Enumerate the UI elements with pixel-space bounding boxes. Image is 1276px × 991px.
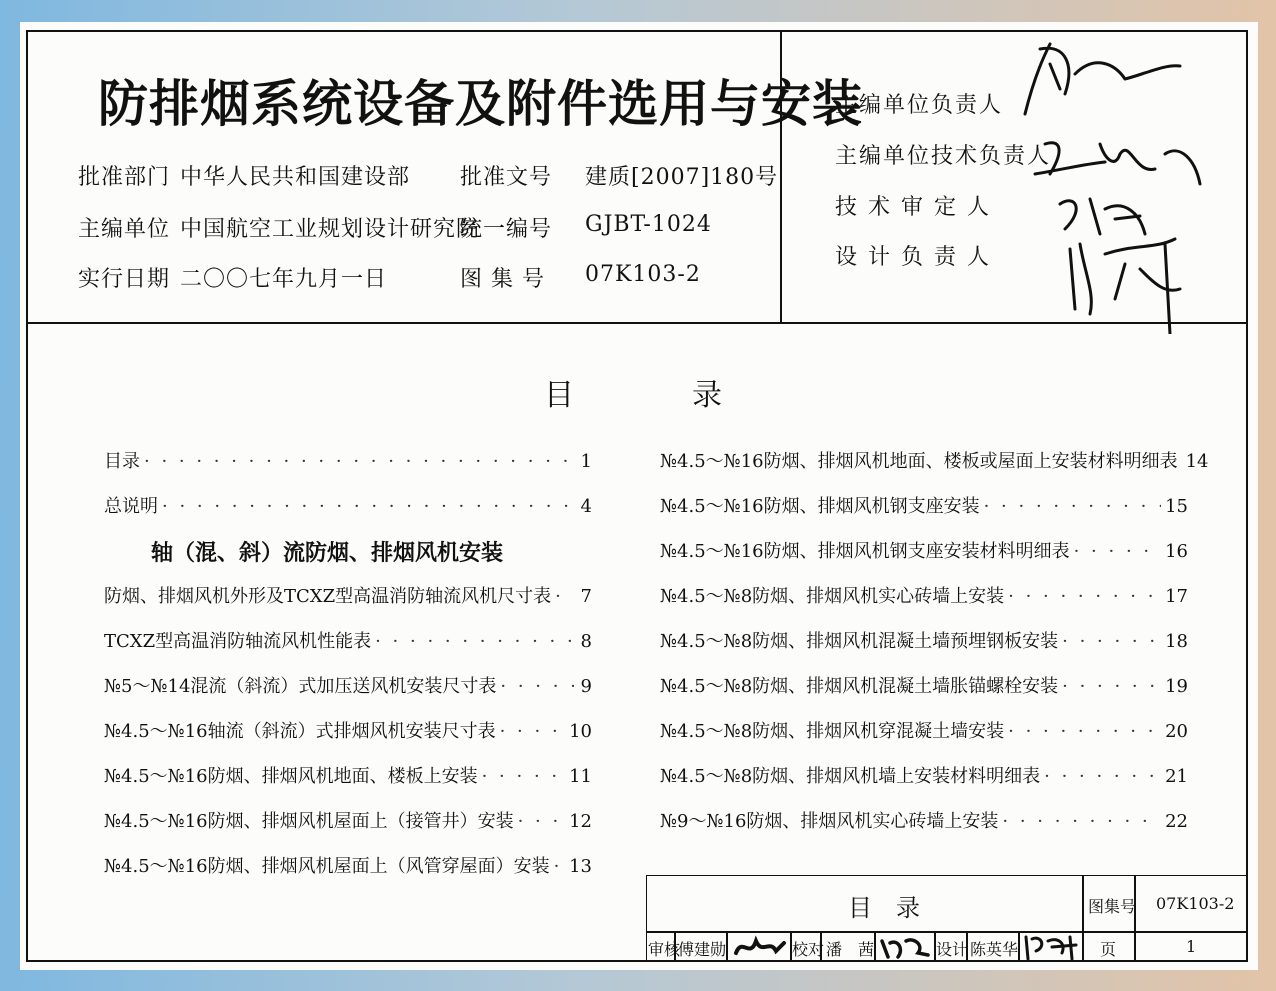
toc-entry <box>660 492 1188 518</box>
toc-entry <box>660 582 1188 608</box>
toc-entry-page: 12 <box>569 811 592 832</box>
toc-entry-title: 目录 <box>104 451 140 472</box>
toc-entry-title: TCXZ型高温消防轴流风机性能表 <box>104 631 372 652</box>
toc-entry-title: №4.5～№16防烟、排烟风机屋面上（接管井）安装 <box>104 811 514 832</box>
responsible-label: 主编单位负责人 <box>835 93 1004 118</box>
review-signature <box>732 933 788 961</box>
toc-entry-page: 11 <box>569 766 592 787</box>
toc-entry-title: 总说明 <box>104 496 158 517</box>
toc-leader-dots <box>482 766 565 787</box>
unified-no-value: GJBT-1024 <box>585 212 712 237</box>
toc-entry <box>104 582 592 608</box>
toc-entry-page: 13 <box>569 856 592 877</box>
title-block-divider <box>1082 875 1084 962</box>
toc-entry <box>660 537 1188 563</box>
title-block-divider <box>874 931 876 962</box>
toc-heading-right: 录 <box>692 378 722 413</box>
title-block-divider <box>726 931 728 962</box>
toc-entry-page: 4 <box>580 496 592 517</box>
atlas-no-label: 图 集 号 <box>460 267 545 292</box>
toc-entry <box>660 627 1188 653</box>
toc-entry-title: №9～№16防烟、排烟风机实心砖墙上安装 <box>660 811 999 832</box>
toc-leader-dots <box>1074 541 1161 562</box>
atlas-no-value: 07K103-2 <box>585 262 701 287</box>
toc-heading-left: 目 <box>544 378 574 413</box>
toc-entry-title: №4.5～№16防烟、排烟风机钢支座安装材料明细表 <box>660 541 1070 562</box>
toc-entry-page: 22 <box>1165 811 1188 832</box>
check-signature <box>878 933 932 961</box>
toc-entry-title: №5～№14混流（斜流）式加压送风机安装尺寸表 <box>104 676 497 697</box>
toc-entry-title: №4.5～№16防烟、排烟风机钢支座安装 <box>660 496 980 517</box>
unified-no-label: 统一编号 <box>460 217 553 242</box>
title-block-name: 目 录 <box>848 894 920 922</box>
atlas-value: 07K103-2 <box>1156 894 1235 913</box>
responsible-label: 技 术 审 定 人 <box>835 195 991 220</box>
toc-leader-dots <box>1008 586 1161 607</box>
editor-unit-label: 主编单位 <box>78 217 171 242</box>
toc-entry <box>104 717 592 743</box>
atlas-label: 图集号 <box>1088 897 1137 916</box>
handwritten-signatures <box>1005 34 1205 334</box>
toc-entry <box>104 672 592 698</box>
toc-leader-dots <box>500 721 565 742</box>
toc-leader-dots <box>1062 676 1161 697</box>
toc-entry <box>104 492 592 518</box>
toc-entry-page: 15 <box>1165 496 1188 517</box>
responsible-label: 主编单位技术负责人 <box>835 144 1052 169</box>
effective-date-value: 二〇〇七年九月一日 <box>180 267 388 292</box>
toc-entry-page: 17 <box>1165 586 1188 607</box>
approval-dept-label: 批准部门 <box>78 165 171 190</box>
toc-entry-title: 防烟、排烟风机外形及TCXZ型高温消防轴流风机尺寸表 <box>104 586 552 607</box>
toc-entry <box>104 627 592 653</box>
toc-leader-dots <box>1044 766 1161 787</box>
toc-entry-page: 16 <box>1165 541 1188 562</box>
toc-entry <box>660 447 1209 473</box>
review-label: 审核 <box>648 940 681 959</box>
toc-entry-page: 10 <box>569 721 592 742</box>
toc-entry-page: 7 <box>580 586 592 607</box>
page-label: 页 <box>1100 940 1117 959</box>
toc-entry-title: №4.5～№16防烟、排烟风机屋面上（风管穿屋面）安装 <box>104 856 550 877</box>
review-name: 傅建勋 <box>678 940 727 959</box>
toc-entry-page: 20 <box>1165 721 1188 742</box>
toc-leader-dots <box>162 496 574 517</box>
toc-entry-title: №4.5～№16防烟、排烟风机地面、楼板上安装 <box>104 766 478 787</box>
toc-entry <box>104 447 592 473</box>
effective-date-label: 实行日期 <box>78 267 171 292</box>
toc-entry <box>104 852 592 878</box>
toc-entry-title: №4.5～№8防烟、排烟风机穿混凝土墙安装 <box>660 721 1005 742</box>
toc-leader-dots <box>144 451 574 472</box>
page-value: 1 <box>1186 937 1197 956</box>
check-label: 校对 <box>792 940 825 959</box>
toc-entry-title: №4.5～№8防烟、排烟风机混凝土墙预埋钢板安装 <box>660 631 1059 652</box>
toc-entry <box>660 807 1188 833</box>
toc-leader-dots <box>1002 811 1161 832</box>
toc-leader-dots <box>500 676 574 697</box>
toc-entry-page: 8 <box>580 631 592 652</box>
toc-section-title: 轴（混、斜）流防烟、排烟风机安装 <box>151 541 504 566</box>
toc-entry <box>104 807 592 833</box>
toc-entry-page: 1 <box>580 451 592 472</box>
editor-unit-value: 中国航空工业规划设计研究院 <box>180 217 480 242</box>
toc-leader-dots <box>1062 631 1161 652</box>
toc-leader-dots <box>984 496 1161 517</box>
approval-doc-value: 建质[2007]180号 <box>585 165 779 190</box>
toc-entry-title: №4.5～№8防烟、排烟风机混凝土墙胀锚螺栓安装 <box>660 676 1059 697</box>
toc-entry-page: 14 <box>1185 451 1209 472</box>
title-block-divider <box>1018 931 1020 962</box>
design-label: 设计 <box>936 940 969 959</box>
toc-entry <box>660 762 1188 788</box>
toc-leader-dots <box>1008 721 1161 742</box>
toc-entry <box>660 717 1188 743</box>
approval-dept-value: 中华人民共和国建设部 <box>180 165 411 190</box>
toc-entry-page: 9 <box>580 676 592 697</box>
toc-entry-title: №4.5～№16防烟、排烟风机地面、楼板或屋面上安装材料明细表 <box>660 451 1178 472</box>
approval-doc-label: 批准文号 <box>460 165 553 190</box>
toc-entry-title: №4.5～№8防烟、排烟风机实心砖墙上安装 <box>660 586 1005 607</box>
check-name: 潘 茜 <box>826 940 875 959</box>
toc-entry <box>104 762 592 788</box>
title-block-divider <box>1134 875 1136 962</box>
toc-leader-dots <box>518 811 565 832</box>
design-signature <box>1022 933 1080 961</box>
document-title: 防排烟系统设备及附件选用与安装 <box>98 75 863 133</box>
toc-leader-dots <box>375 631 574 652</box>
toc-leader-dots <box>555 586 574 607</box>
toc-leader-dots <box>554 856 565 877</box>
toc-entry-page: 18 <box>1165 631 1188 652</box>
toc-entry <box>660 672 1188 698</box>
toc-entry-title: №4.5～№16轴流（斜流）式排烟风机安装尺寸表 <box>104 721 496 742</box>
toc-entry-page: 19 <box>1165 676 1188 697</box>
responsible-label: 设 计 负 责 人 <box>835 245 991 270</box>
toc-entry-title: №4.5～№8防烟、排烟风机墙上安装材料明细表 <box>660 766 1041 787</box>
toc-entry-page: 21 <box>1165 766 1188 787</box>
drawing-sheet <box>20 22 1258 970</box>
design-name: 陈英华 <box>970 940 1019 959</box>
